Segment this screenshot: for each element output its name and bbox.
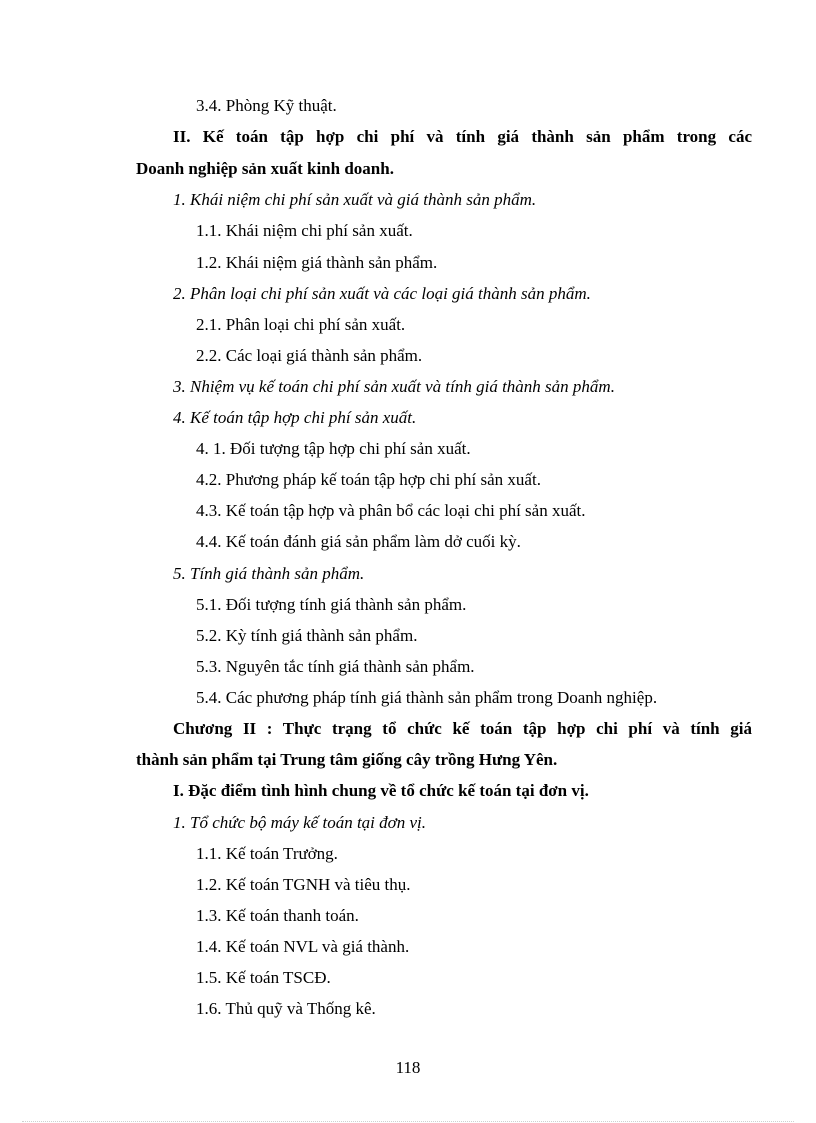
toc-item-5-3: 5.3. Nguyên tắc tính giá thành sản phẩm. bbox=[196, 657, 475, 676]
toc-item-c1-3: 1.3. Kế toán thanh toán. bbox=[196, 906, 359, 925]
toc-item-4-4: 4.4. Kế toán đánh giá sản phẩm làm dở cuối kỳ. bbox=[196, 532, 521, 551]
chapter-ii-heading-line2: thành sản phẩm tại Trung tâm giống cây trồng Hưng Yên. bbox=[136, 750, 558, 769]
page-number: 118 bbox=[395, 1058, 421, 1077]
section-i-heading: I. Đặc điểm tình hình chung về tổ chức kế toán tại đơn vị. bbox=[173, 781, 589, 800]
toc-item-c1-4: 1.4. Kế toán NVL và giá thành. bbox=[196, 937, 410, 956]
page-bottom-rule bbox=[22, 1121, 794, 1122]
chapter-ii-heading-line1: Chương II : Thực trạng tổ chức kế toán tập hợp chi phí và tính giá bbox=[173, 719, 752, 738]
toc-item-5: 5. Tính giá thành sản phẩm. bbox=[173, 564, 365, 583]
toc-item-4-1: 4. 1. Đối tượng tập hợp chi phí sản xuất. bbox=[196, 439, 471, 458]
toc-item-2: 2. Phân loại chi phí sản xuất và các loại giá thành sản phẩm. bbox=[173, 284, 591, 303]
toc-item-5-1: 5.1. Đối tượng tính giá thành sản phẩm. bbox=[196, 595, 467, 614]
toc-item-2-1: 2.1. Phân loại chi phí sản xuất. bbox=[196, 315, 406, 334]
toc-item-4: 4. Kế toán tập hợp chi phí sản xuất. bbox=[173, 408, 417, 427]
toc-item-5-2: 5.2. Kỳ tính giá thành sản phẩm. bbox=[196, 626, 418, 645]
toc-item-c1-1: 1.1. Kế toán Trưởng. bbox=[196, 844, 338, 863]
toc-item-4-3: 4.3. Kế toán tập hợp và phân bổ các loại chi phí sản xuất. bbox=[196, 501, 586, 520]
toc-item-1: 1. Khái niệm chi phí sản xuất và giá thành sản phẩm. bbox=[173, 190, 537, 209]
section-ii-heading-line2: Doanh nghiệp sản xuất kinh doanh. bbox=[136, 159, 394, 178]
toc-item-3: 3. Nhiệm vụ kế toán chi phí sản xuất và tính giá thành sản phẩm. bbox=[173, 377, 615, 396]
toc-item-c1-5: 1.5. Kế toán TSCĐ. bbox=[196, 968, 331, 987]
toc-item-2-2: 2.2. Các loại giá thành sản phẩm. bbox=[196, 346, 423, 365]
toc-item-5-4: 5.4. Các phương pháp tính giá thành sản phẩm trong Doanh nghiệp. bbox=[196, 688, 658, 707]
toc-item-c1-6: 1.6. Thủ quỹ và Thống kê. bbox=[196, 999, 376, 1018]
toc-item-3-4: 3.4. Phòng Kỹ thuật. bbox=[196, 96, 337, 115]
toc-item-c1: 1. Tổ chức bộ máy kế toán tại đơn vị. bbox=[173, 813, 426, 832]
toc-item-c1-2: 1.2. Kế toán TGNH và tiêu thụ. bbox=[196, 875, 411, 894]
toc-item-1-2: 1.2. Khái niệm giá thành sản phẩm. bbox=[196, 253, 438, 272]
toc-item-4-2: 4.2. Phương pháp kế toán tập hợp chi phí sản xuất. bbox=[196, 470, 541, 489]
toc-item-1-1: 1.1. Khái niệm chi phí sản xuất. bbox=[196, 221, 413, 240]
section-ii-heading-line1: II. Kế toán tập hợp chi phí và tính giá thành sản phẩm trong các bbox=[173, 127, 752, 146]
